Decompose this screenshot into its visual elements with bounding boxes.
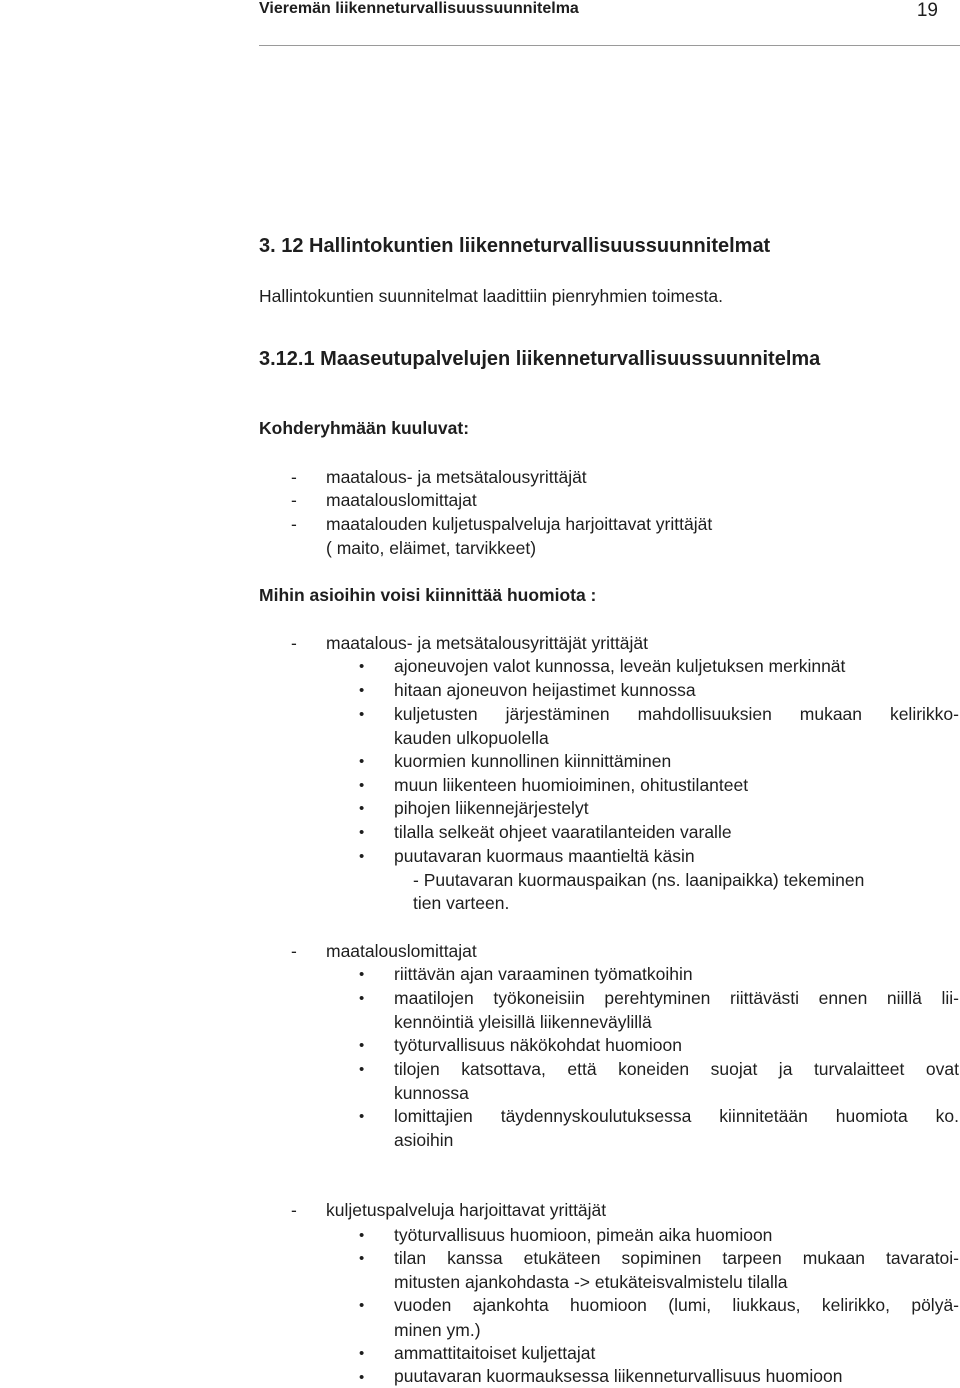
bullet-icon: • xyxy=(359,1037,365,1054)
bullet-icon: • xyxy=(359,1250,365,1267)
section-intro: Hallintokuntien suunnitelmat laadittiin pienryhmien toimesta. xyxy=(259,286,723,306)
list-item: puutavaran kuormaus maantieltä käsin xyxy=(394,846,695,866)
bullet-icon: • xyxy=(359,966,365,983)
page-number: 19 xyxy=(916,0,938,21)
bullet-icon: • xyxy=(359,848,365,865)
list-item: ajoneuvojen valot kunnossa, leveän kuljetuksen merkinnät xyxy=(394,656,846,676)
list-item: hitaan ajoneuvon heijastimet kunnossa xyxy=(394,680,696,700)
bullet-icon: • xyxy=(359,753,365,770)
list-item: minen ym.) xyxy=(394,1320,481,1340)
list-subitem: - Puutavaran kuormauspaikan (ns. laanipaikka) tekeminen xyxy=(413,870,865,890)
bullet-icon: • xyxy=(359,777,365,794)
list-item: muun liikenteen huomioiminen, ohitustilanteet xyxy=(394,775,749,795)
bullet-icon: • xyxy=(359,1227,365,1244)
list-item: ammattitaitoiset kuljettajat xyxy=(394,1343,596,1363)
dash-marker: - xyxy=(291,467,297,487)
section-heading: 3. 12 Hallintokuntien liikenneturvallisuussuunnitelmat xyxy=(259,235,771,257)
bullet-icon: • xyxy=(359,824,365,841)
bullet-icon: • xyxy=(359,1061,365,1078)
group-title: maatalouslomittajat xyxy=(326,941,477,961)
subsection-heading: 3.12.1 Maaseutupalvelujen liikenneturvallisuussuunnitelma xyxy=(259,348,821,370)
bullet-icon: • xyxy=(359,1345,365,1362)
bullet-icon: • xyxy=(359,990,365,1007)
list-item: kunnossa xyxy=(394,1083,469,1103)
target-group-item: maatalouslomittajat xyxy=(326,490,477,510)
list-item: kuljetusten järjestäminen mahdollisuuksien mukaan kelirikko- xyxy=(394,704,959,724)
dash-marker: - xyxy=(291,633,297,653)
list-item: mitusten ajankohdasta -> etukäteisvalmistelu tilalla xyxy=(394,1272,788,1292)
bullet-icon: • xyxy=(359,800,365,817)
list-item: tilalla selkeät ohjeet vaaratilanteiden varalle xyxy=(394,822,732,842)
target-group-item: ( maito, eläimet, tarvikkeet) xyxy=(326,538,537,558)
list-item: vuoden ajankohta huomioon (lumi, liukkaus, kelirikko, pölyä- xyxy=(394,1295,959,1315)
target-group-item: maatalouden kuljetuspalveluja harjoittavat yrittäjät xyxy=(326,514,713,534)
attention-heading: Mihin asioihin voisi kiinnittää huomiota : xyxy=(259,585,597,605)
list-item: työturvallisuus näkökohdat huomioon xyxy=(394,1035,682,1055)
list-item: kennöintiä yleisillä liikenneväylillä xyxy=(394,1012,652,1032)
target-group-heading: Kohderyhmään kuuluvat: xyxy=(259,418,470,438)
list-item: riittävän ajan varaaminen työmatkoihin xyxy=(394,964,693,984)
list-subitem: tien varteen. xyxy=(413,893,510,913)
bullet-icon: • xyxy=(359,658,365,675)
group-title: kuljetuspalveluja harjoittavat yrittäjät xyxy=(326,1200,607,1220)
list-item: kuormien kunnollinen kiinnittäminen xyxy=(394,751,672,771)
list-item: maatilojen työkoneisiin perehtyminen riittävästi ennen niillä lii- xyxy=(394,988,959,1008)
list-item: pihojen liikennejärjestelyt xyxy=(394,798,589,818)
bullet-icon: • xyxy=(359,1108,365,1125)
list-item: puutavaran kuormauksessa liikenneturvallisuus huomioon xyxy=(394,1366,843,1386)
list-item: tilan kanssa etukäteen sopiminen tarpeen mukaan tavaratoi- xyxy=(394,1248,959,1268)
list-item: asioihin xyxy=(394,1130,454,1150)
document-title: Vieremän liikenneturvallisuussuunnitelma xyxy=(259,0,579,17)
bullet-icon: • xyxy=(359,1369,365,1386)
list-item: lomittajien täydennyskoulutuksessa kiinnitetään huomiota ko. xyxy=(394,1106,959,1126)
dash-marker: - xyxy=(291,941,297,961)
bullet-icon: • xyxy=(359,1297,365,1314)
list-item: kauden ulkopuolella xyxy=(394,728,549,748)
list-item: tilojen katsottava, että koneiden suojat ja turvalaitteet ovat xyxy=(394,1059,959,1079)
bullet-icon: • xyxy=(359,706,365,723)
dash-marker: - xyxy=(291,490,297,510)
group-title: maatalous- ja metsätalousyrittäjät yrittäjät xyxy=(326,633,648,653)
list-item: työturvallisuus huomioon, pimeän aika huomioon xyxy=(394,1225,773,1245)
dash-marker: - xyxy=(291,514,297,534)
header-divider xyxy=(259,45,960,46)
bullet-icon: • xyxy=(359,682,365,699)
target-group-item: maatalous- ja metsätalousyrittäjät xyxy=(326,467,587,487)
dash-marker: - xyxy=(291,1200,297,1220)
